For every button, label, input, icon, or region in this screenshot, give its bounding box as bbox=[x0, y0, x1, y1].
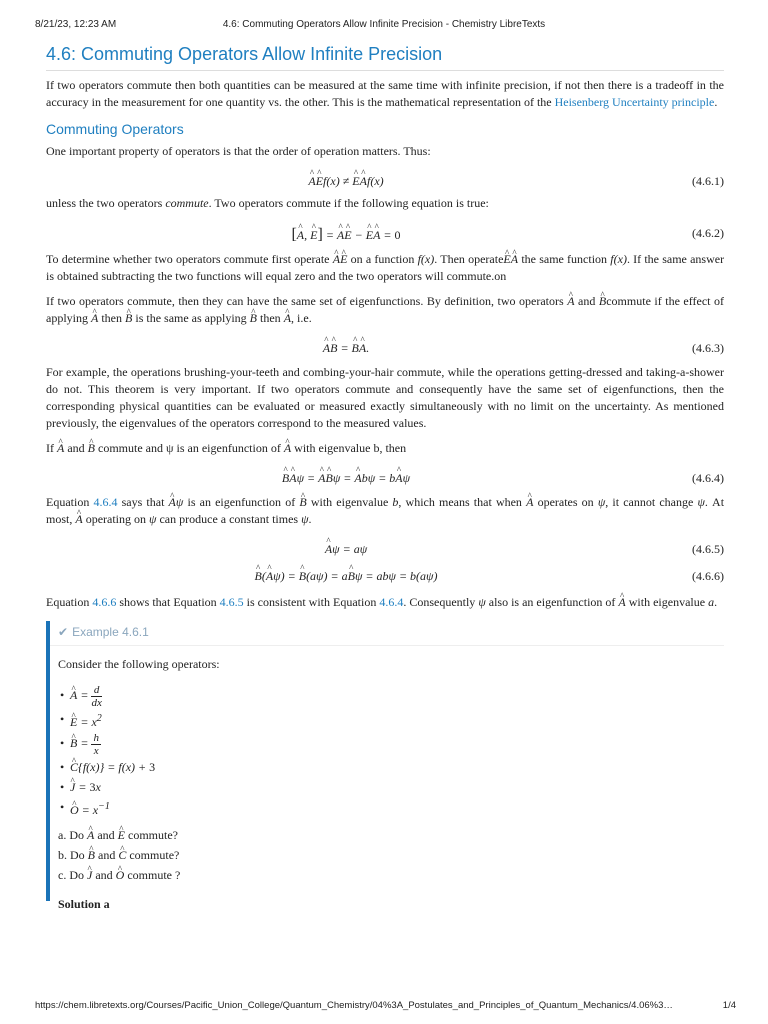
paragraph-8: Equation 4.6.6 shows that Equation 4.6.5 is consistent with Equation 4.6.4. Consequently ψ also is an eigenfunction of ^ A with eigenvalue a. bbox=[46, 594, 724, 611]
article bbox=[46, 44, 725, 911]
list-item: • ^ A = $\frac{d}{dx}$ bbox=[58, 681, 724, 709]
list-item: • ^ C{f(x)} = f(x) + 3 bbox=[58, 757, 724, 777]
section-title: Commuting Operators bbox=[46, 121, 184, 137]
solution-heading: Solution a bbox=[58, 897, 110, 911]
intro-paragraph: If two operators commute then both quantities can be measured at the same time with infinite precision, if not then there is a tradeoff in the accuracy in the measurement for one quantity vs. the other. This is the mathematical representation of the Heisenberg Uncertainty principle. bbox=[46, 78, 724, 109]
print-footer bbox=[0, 984, 768, 1024]
equation-4-6-6: ^ B(^ Aψ) = ^ B(aψ) = a^ Bψ = abψ = b(aψ) (4.6.6) bbox=[46, 563, 724, 590]
paragraph-7: Equation 4.6.4 says that ^ Aψ is an eigenfunction of ^ B with eigenvalue b, which means that when ^ A operates on ψ, it cannot change ψ. At most, ^ A operating on ψ can produce a constant times ψ. bbox=[46, 494, 724, 528]
eq-4-6-4-link[interactable]: 4.6.4 bbox=[93, 495, 118, 509]
list-item: • ^ $E = x^2$ bbox=[58, 709, 724, 729]
example-intro: Consider the following operators: bbox=[58, 657, 220, 671]
question-b: b. Do ^ B and ^ C commute? bbox=[58, 845, 724, 865]
eq-4-6-6-link[interactable]: 4.6.6 bbox=[92, 595, 117, 609]
heisenberg-link[interactable]: Heisenberg Uncertainty principle bbox=[554, 95, 715, 109]
paragraph-1: One important property of operators is that the order of operation matters. Thus: bbox=[46, 144, 431, 158]
equation-4-6-5: ^ Aψ = aψ (4.6.5) bbox=[46, 536, 724, 563]
page-title: 4.6: Commuting Operators Allow Infinite Precision bbox=[46, 44, 724, 71]
eq-4-6-4-link-2[interactable]: 4.6.4 bbox=[379, 595, 404, 609]
example-title[interactable]: ✔ Example 4.6.1 bbox=[50, 621, 724, 646]
list-item: • ^ $O = x^{-1}$ bbox=[58, 797, 724, 817]
page-number: 1/4 bbox=[722, 1000, 736, 1011]
question-a: a. Do ^ A and ^ E commute? bbox=[58, 825, 724, 845]
list-item: • ^ B = $\frac{h}{x}$ bbox=[58, 729, 724, 757]
equation-4-6-1: ^ A^ Ef(x) ≠ ^ E^ Af(x) (4.6.1) bbox=[46, 168, 724, 195]
question-list bbox=[58, 825, 724, 885]
print-header bbox=[0, 0, 768, 40]
operator-list bbox=[58, 681, 724, 817]
question-c: c. Do ^ J and ^ O commute ? bbox=[58, 865, 724, 885]
paragraph-2: unless the two operators commute. Two operators commute if the following equation is true: bbox=[46, 196, 489, 210]
equation-4-6-4: ^ B^ Aψ = ^ A^ Bψ = ^ Abψ = b^ Aψ (4.6.4) bbox=[46, 465, 724, 492]
list-item: • ^ J = 3x bbox=[58, 777, 724, 797]
example-box bbox=[46, 621, 724, 911]
print-title: 4.6: Commuting Operators Allow Infinite Precision - Chemistry LibreTexts bbox=[222, 19, 546, 30]
paragraph-4: If two operators commute, then they can have the same set of eigenfunctions. By definition, two operators ^ A and ^ Bcommute if the effect of applying ^ A then ^ B is the same as applying ^ B then ^ A, i.e. bbox=[46, 293, 724, 327]
paragraph-5: For example, the operations brushing-your-teeth and combing-your-hair commute, while the operations getting-dressed and taking-a-shower do not. This theorem is very important. If two operators commute and consequently have the same set of eigenfunctions, then the corresponding physical quantities can be evaluated or measured exactly simultaneously with no limit on the uncertainty. As mentioned previously, the eigenvalues of the operators correspond to the measured values. bbox=[46, 365, 724, 430]
eq-4-6-5-link[interactable]: 4.6.5 bbox=[219, 595, 244, 609]
equation-4-6-3: ^ A^ B = ^ B^ A. (4.6.3) bbox=[46, 335, 724, 362]
equation-4-6-2: [^ A, ^ E] = ^ A^ E − ^ E^ A = 0 (4.6.2) bbox=[46, 220, 724, 247]
print-url: https://chem.libretexts.org/Courses/Pacific_Union_College/Quantum_Chemistry/04%3A_Postulates_and_Principles_of_Quantum_Mechanics/4.06%3… bbox=[35, 1000, 673, 1011]
print-date: 8/21/23, 12:23 AM bbox=[35, 19, 117, 30]
paragraph-6: If ^ A and ^ B commute and ψ is an eigenfunction of ^ A with eigenvalue b, then bbox=[46, 440, 724, 457]
check-icon: ✔ bbox=[58, 625, 69, 639]
paragraph-3: To determine whether two operators commute first operate ^ A^ E on a function f(x). Then operate^ E^ A the same function f(x). If the same answer is obtained subtracting the two functions will equal zero and the two operators will commute.on bbox=[46, 251, 724, 285]
